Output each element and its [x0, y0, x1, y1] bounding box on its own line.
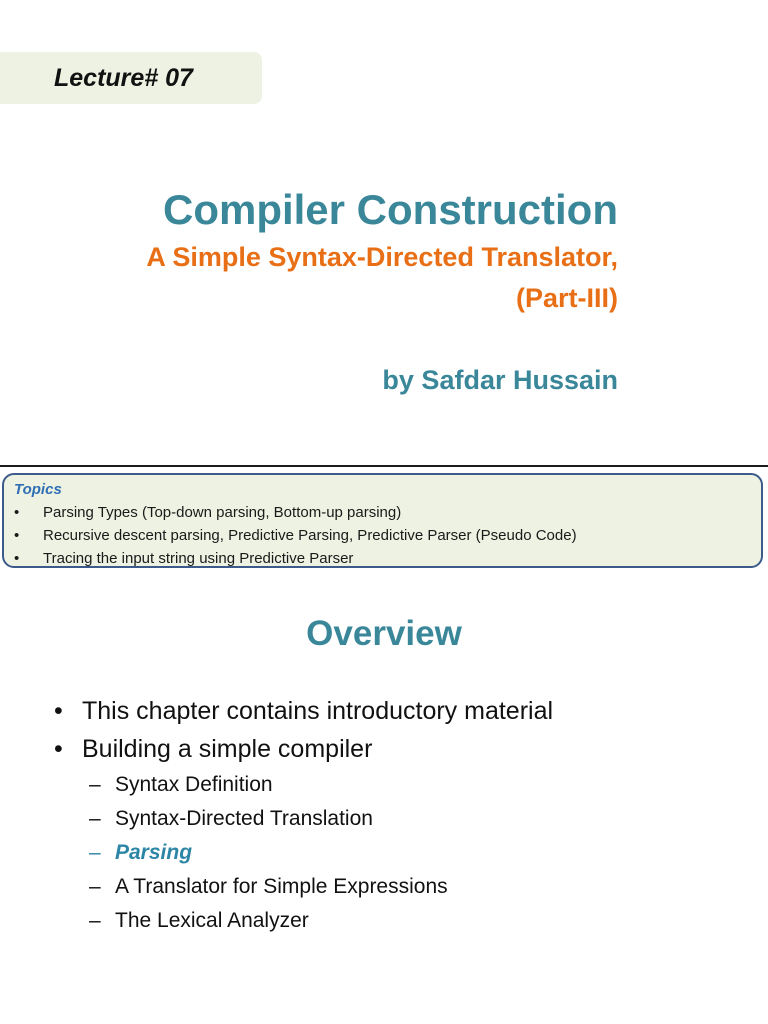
sub-item [89, 870, 754, 904]
topic-item-text: Parsing Types (Top-down parsing, Bottom-up parsing) [43, 504, 402, 521]
overview-item [54, 692, 754, 730]
overview-heading: Overview [306, 614, 462, 653]
subtitle-line-1: A Simple Syntax-Directed Translator, [146, 242, 618, 272]
divider [0, 465, 768, 467]
bullet-icon: • [14, 527, 20, 544]
sub-item-text: Syntax Definition [115, 773, 273, 796]
topic-item [14, 524, 751, 547]
overview-item-text: This chapter contains introductory material [82, 697, 554, 725]
overview-item [54, 730, 754, 768]
topic-item [14, 547, 751, 570]
sub-item-highlighted [89, 836, 754, 870]
dash-icon: – [89, 909, 101, 932]
topic-item-text: Tracing the input string using Predictive Parser [43, 550, 354, 567]
subtitle-line-2: (Part-III) [515, 283, 618, 313]
bullet-icon: • [14, 504, 20, 521]
overview-item-text: Building a simple compiler [82, 735, 373, 763]
overview-sub-list [89, 768, 754, 938]
topic-item-text: Recursive descent parsing, Predictive Parsing, Predictive Parser (Pseudo Code) [43, 527, 577, 544]
dash-icon: – [89, 773, 101, 796]
main-title: Compiler Construction [162, 186, 618, 233]
dash-icon: – [89, 875, 101, 898]
bullet-icon: • [54, 735, 63, 763]
sub-item-text: Parsing [115, 841, 193, 864]
topics-box [2, 473, 763, 568]
topic-item [14, 501, 751, 524]
overview-list [54, 692, 754, 938]
sub-item-text: Syntax-Directed Translation [115, 807, 373, 830]
bullet-icon: • [54, 697, 63, 725]
dash-icon: – [89, 807, 101, 830]
dash-icon: – [89, 841, 101, 864]
lecture-number: Lecture# 07 [54, 64, 193, 92]
sub-item [89, 802, 754, 836]
sub-item-text: The Lexical Analyzer [115, 909, 309, 932]
sub-item-text: A Translator for Simple Expressions [115, 875, 448, 898]
title-block [58, 184, 618, 397]
author: by Safdar Hussain [382, 365, 618, 395]
topics-heading: Topics [14, 481, 62, 498]
bullet-icon: • [14, 550, 20, 567]
sub-item [89, 904, 754, 938]
sub-item [89, 768, 754, 802]
